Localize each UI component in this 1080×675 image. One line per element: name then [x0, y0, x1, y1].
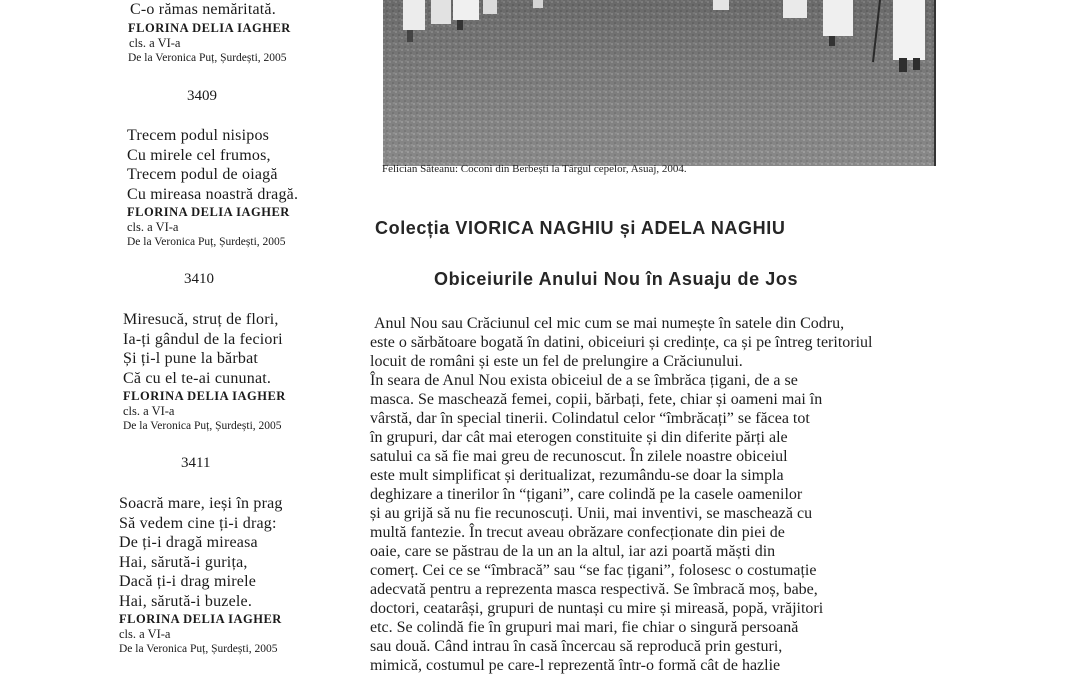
- verse-line: Hai, sărută-i buzele.: [119, 592, 253, 610]
- verse-line: Ia-ți gândul de la feciori: [123, 330, 283, 348]
- poem-number: 3409: [187, 88, 217, 104]
- verse-line: Cu mireasa noastră dragă.: [127, 185, 299, 203]
- verse-line: Și ți-l pune la bărbat: [123, 350, 259, 367]
- verse-line: Dacă ți-i drag mirele: [119, 573, 257, 590]
- body-line: în grupuri, dar cât mai eterogen constituite și din diferite părți ale: [370, 429, 788, 446]
- poem-author: FLORINA DELIA IAGHER: [128, 20, 291, 35]
- poem-3410: [123, 310, 286, 434]
- body-line: și au grijă să nu fie recunoscuți. Unii, mai inventivi, se maschează cu: [370, 505, 813, 522]
- photograph: [383, 0, 936, 166]
- body-line: comerț. Cei ce se “îmbracă” sau “se fac țigani”, folosesc o costumație: [370, 562, 817, 579]
- photo-caption: Felician Săteanu: Coconi din Berbești la Târgul cepelor, Asuaj, 2004.: [382, 163, 687, 175]
- poem-source: De la Veronica Puț, Șurdești, 2005: [128, 51, 287, 64]
- verse-line: Miresucă, struț de flori,: [123, 311, 279, 328]
- verse-line: Trecem podul nisipos: [127, 127, 270, 144]
- body-line: mimică, costumul pe care-l reprezentă într-o formă cât de hazlie: [370, 657, 781, 674]
- body-line: este o sărbătoare bogată în datini, obiceiuri și credințe, ca și pe întreg teritoriul: [370, 334, 873, 351]
- body-line: Anul Nou sau Crăciunul cel mic cum se mai numește în satele din Codru,: [374, 315, 845, 332]
- body-line: vârstă, dar în special tinerii. Colindatul celor “îmbrăcați” se făcea tot: [370, 410, 810, 427]
- body-line: etc. Se colindă fie în grupuri mai mari, fie chiar o singură persoană: [370, 619, 799, 636]
- verse-line: De ți-i dragă mireasa: [119, 534, 258, 551]
- article-body: [370, 314, 935, 675]
- verse-line: Soacră mare, ieși în prag: [119, 495, 283, 512]
- poem-source: De la Veronica Puț, Șurdești, 2005: [127, 236, 286, 248]
- body-line: deghizare a tinerilor în “țigani”, care colindă pe la casele oamenilor: [370, 486, 803, 503]
- poem-fragment: [130, 0, 291, 66]
- body-line: sau două. Când intrau în casă încercau să reproducă prin gesturi,: [370, 638, 783, 655]
- body-line: doctori, ceatarâși, grupuri de nuntași cu mire și mireasă, popă, vrăjitori: [370, 600, 824, 617]
- verse-line: Hai, sărută-i gurița,: [119, 553, 248, 571]
- section-title: Obiceiurile Anului Nou în Asuaju de Jos: [434, 269, 799, 289]
- verse-line: Cu mirele cel frumos,: [127, 146, 271, 164]
- poem-class: cls. a VI-a: [119, 627, 171, 641]
- verse-line: C-o rămas nemăritată.: [130, 1, 276, 18]
- poem-number: 3411: [181, 455, 211, 471]
- body-line: oaie, care se păstrau de la un an la altul, iar azi poartă măști din: [370, 543, 776, 560]
- body-line: este mult simplificat și deritualizat, rezumându-se doar la simpla: [370, 467, 784, 484]
- collection-title: Colecția VIORICA NAGHIU și ADELA NAGHIU: [375, 218, 786, 238]
- verse-line: Că cu el te-ai cununat.: [123, 369, 272, 387]
- poem-author: FLORINA DELIA IAGHER: [119, 612, 282, 626]
- photo-image: [383, 0, 934, 166]
- poem-3409: [127, 126, 298, 250]
- poem-3411: [119, 494, 283, 657]
- poem-class: cls. a VI-a: [123, 404, 175, 418]
- poem-class: cls. a VI-a: [129, 35, 181, 50]
- body-line: adecvată pentru a reprezenta masca respectivă. Se îmbracă moș, babe,: [370, 581, 818, 598]
- body-line: În seara de Anul Nou exista obiceiul de a se îmbrăca țigani, de a se: [370, 372, 798, 389]
- poem-number: 3410: [184, 271, 214, 287]
- poem-source: De la Veronica Puț, Șurdești, 2005: [123, 420, 282, 432]
- poem-source: De la Veronica Puț, Șurdești, 2005: [119, 643, 278, 655]
- poem-author: FLORINA DELIA IAGHER: [123, 389, 286, 403]
- body-line: satului ca să fie mai greu de recunoscut. În zilele noastre obiceiul: [370, 448, 788, 465]
- verse-line: Trecem podul de oiagă: [127, 166, 278, 183]
- body-line: masca. Se maschează femei, copii, bărbați, fete, chiar și oameni mai în: [370, 391, 823, 408]
- poem-author: FLORINA DELIA IAGHER: [127, 205, 290, 219]
- poem-class: cls. a VI-a: [127, 220, 179, 234]
- body-line: multă fantezie. În trecut aveau obrăzare confecționate din piei de: [370, 524, 785, 541]
- body-line: locuit de români și este un fel de prelungire a Crăciunului.: [370, 353, 743, 370]
- verse-line: Să vedem cine ți-i drag:: [119, 514, 277, 532]
